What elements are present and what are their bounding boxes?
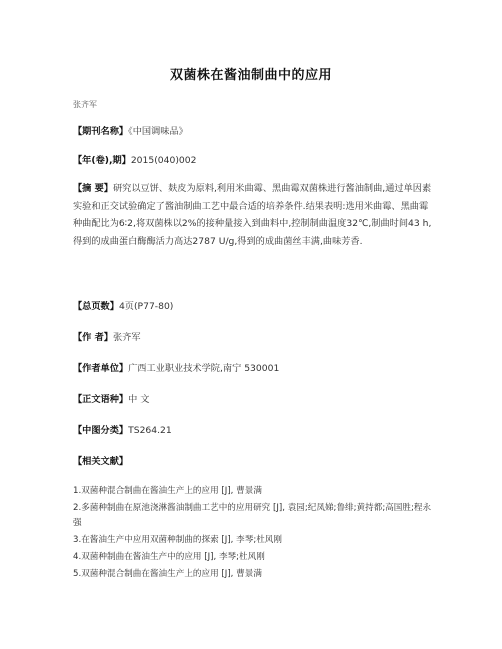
pages-value: 4页(P77-80) (118, 301, 174, 312)
document-title: 双菌株在酱油制曲中的应用 (169, 68, 332, 83)
reference-item[interactable]: 2.多菌种制曲在原池浇淋酱油制曲工艺中的应用研究 [J], 袁园;纪凤娣;鲁绯;黄持都;高国胜;程永强 (73, 503, 432, 528)
abstract-label: 【摘 要】 (73, 183, 113, 194)
reference-item[interactable]: 4.双菌种制曲在酱油生产中的应用 [J], 李琴;杜风刚 (73, 551, 265, 562)
language-field (73, 391, 433, 409)
pages-label: 【总页数】 (73, 301, 119, 312)
author-line: 张齐军 (73, 100, 97, 109)
authors-field (73, 329, 433, 347)
pages-field (73, 298, 433, 316)
classification-label: 【中图分类】 (73, 425, 129, 436)
affiliation-label: 【作者单位】 (73, 363, 129, 374)
journal-field (73, 123, 433, 141)
year-label: 【年(卷),期】 (73, 155, 131, 166)
reference-item[interactable]: 1.双菌种混合制曲在酱油生产上的应用 [J], 曹景满 (73, 486, 262, 496)
reference-item[interactable]: 3.在酱油生产中应用双菌种制曲的探索 [J], 李琴;杜风刚 (73, 534, 282, 545)
classification-value: TS264.21 (128, 425, 172, 436)
affiliation-field (73, 360, 433, 378)
related-heading (73, 453, 433, 471)
reference-item[interactable]: 5.双菌种混合制曲在酱油生产上的应用 [J], 曹景满 (73, 568, 262, 579)
year-value: 2015(040)002 (130, 155, 197, 166)
language-label: 【正文语种】 (73, 394, 129, 405)
affiliation-value: 广西工业职业技术学院,南宁 530001 (128, 363, 280, 374)
abstract-value: 研究以豆饼、麸皮为原料,利用米曲霉、黑曲霉双菌株进行酱油制曲,通过单因素实验和正交试验确定了酱油制曲工艺中最合适的培养条件.结果表明:选用米曲霉、黑曲霉种曲配比为6∶2,将双菌株以2%的接种量接入到曲料中,控制制曲温度32℃,制曲时间43 h,得到的成曲蛋白酶酶活力高达2787 U/g,得到的成曲菌丝丰满,曲味芳香. (73, 183, 432, 247)
journal-label: 【期刊名称】 (73, 126, 129, 137)
language-value: 中 文 (128, 394, 150, 405)
abstract-field (73, 180, 433, 250)
related-label: 【相关文献】 (73, 456, 129, 467)
classification-field (73, 422, 433, 440)
authors-value: 张齐军 (112, 332, 141, 343)
year-field (73, 152, 433, 170)
references-list (73, 484, 433, 584)
journal-value: 《中国调味品》 (128, 126, 188, 137)
authors-label: 【作 者】 (73, 332, 113, 343)
